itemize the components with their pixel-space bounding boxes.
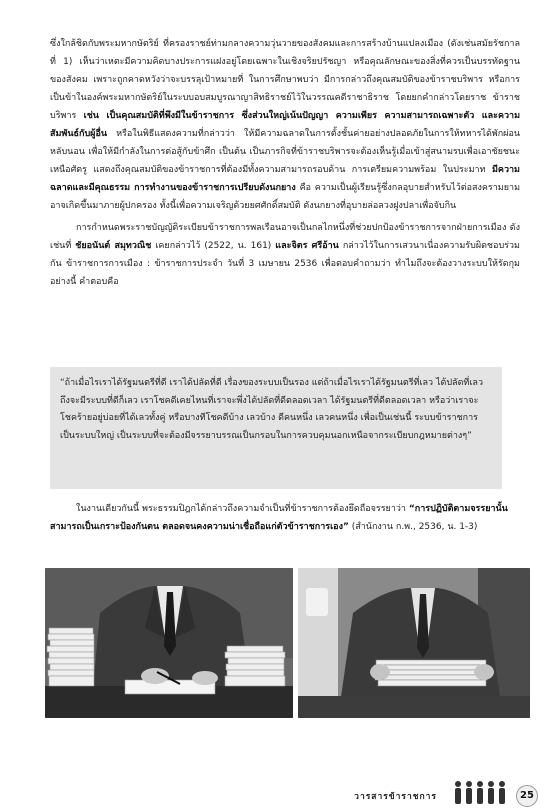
paragraph-2-text-b: เคยกล่าวไว้ (2522, น. 161) xyxy=(151,241,276,251)
paragraph-1-text-a: ซึ่งใกล้ชิดกับพระมหากษัตริย์ ที่ครองราชย์ท่ามกลางความวุ่นวายของสังคมและการสร้างบ้านแปลงเมือง (ดังเช่นสมัยรัชกาลที่ 1) เห็นว่าเหตะมีความคิดบางประการแฝงอยู่โดยเฉพาะในเชิงจริยปรัชญา หรือคุณลักษณะของสิ่งที่ควรเป็นบรรทัดฐานของสังคม เพราะถูกคาดหวังว่าจะบรรลุเป้าหมายที่ ในการศึกษาพบว่า มีการกล่าวถึงคุณสมบัติของข้าราชบริพาร หรือการเป็นข้าในองค์พระมหากษัตริย์ในระบบอบสมบูรณาญาสิทธิราชย์ไว้ในวรรณคดีราชาธิราช โดยยกคำกล่าวโดยราช ข้าราชบริพาร xyxy=(50,39,520,121)
page-number: 25 xyxy=(516,785,538,807)
paragraph-1-bold-a: เช่น เป็นคุณสมบัติที่พึงมีในข้าราชการ ซึ่งส่วนใหญ่เน้นปัญญา ความเพียร ความสามารถเฉพาะตัว และความสัมพันธ์กับผู้อื่น xyxy=(50,111,521,139)
paragraph-3 xyxy=(50,500,520,536)
paragraph-2-bold-b: และจิตร ศรีอ้าน xyxy=(275,241,339,251)
page-footer xyxy=(0,770,560,812)
article-body xyxy=(50,35,520,291)
paragraph-2-text-a: การกำหนดพระราชบัญญัติระเบียบข้าราชการพลเรือนอาจเป็นกลไกหนึ่งที่ช่วยปกป้องข้าราชการจากฝ่ายการเมือง ดังเช่นที่ xyxy=(50,223,520,251)
paragraph-2 xyxy=(50,219,520,291)
photo-man-signing-papers xyxy=(45,568,293,718)
paragraph-1-text-b: หรือในพิธีแสดงความที่กล่าวว่า ให้มีความฉลาดในการตั้งชั้นค่ายอย่างปลอดภัยในการให้ทหารได้พักผ่อนหลับนอน เพื่อให้มีกำลังในการต่อสู้กับข้าศึก เป็นต้น เป็นภารกิจที่ข้าราชบริพารจะต้องเห็นรู้เมื่อเข้าสู่สนามรบเพื่อเอาชัยชนะเหนือศัตรู แสดงถึงคุณสมบัติของข้าราชการที่ต้องมีทั้งความสามารถรอบด้าน การเตรียมความพร้อม ในประมาท xyxy=(50,129,520,175)
photo-left-illustration xyxy=(45,568,293,718)
photo-right-illustration xyxy=(298,568,530,718)
paragraph-3-text-b: (สำนักงาน ก.พ., 2536, น. 1-3) xyxy=(348,522,478,532)
paragraph-1-bold-b: มีความฉลาดและมีคุณธรรม การทำงานของข้าราชการเปรียบดังนกยาง xyxy=(50,165,520,193)
journal-title: วารสารข้าราชการ xyxy=(354,792,437,802)
photo-man-holding-papers xyxy=(298,568,530,718)
paragraph-1 xyxy=(50,35,520,215)
paragraph-3-bold-a: “การปฏิบัติตามจรรยานั้น สามารถเป็นเกราะป้องกันตน ตลอดจนคงความน่าเชื่อถือแก่ตัวข้าราชการเอง” xyxy=(50,504,508,532)
paragraph-2-bold-a: ชัยอนันต์ สมุทวณิช xyxy=(75,241,152,251)
paragraph-2-text-c: กล่าวไว้ในการเสวนาเนื่องความรับผิดชอบร่วมกัน ข้าราชการการเมือง : ข้าราชการประจำ วันที่ 3 เมษายน 2536 เพื่อตอบคำถามว่า ทำไมถึงจะต้องวางระบบให้รัดกุมอย่างนี้ คำตอบคือ xyxy=(50,241,520,287)
paragraph-1-text-c: คือ ความเป็นผู้เรียนรู้ซึ่งกลอุบายสำหรับไว้ต่อสงครามยามอาจเกิดขึ้นมาภายผู้ปกครอง ทั้งนี้เพื่อความเจริญด้วยยศศักดิ์สมบัติ ดังนกยางที่อุบายล่อลวงฝูงปลาเพื่อจับกิน xyxy=(50,183,521,211)
quote-box xyxy=(50,367,502,489)
people-silhouettes-icon xyxy=(452,780,522,806)
quote-text: “ถ้าเมื่อไรเราได้รัฐมนตรีที่ดี เราได้ปลัดที่ดี เรื่องของระบบเป็นรอง แต่ถ้าเมื่อไรเราได้รัฐมนตรีที่เลว ได้ปลัดที่เลว ถึงจะมีระบบที่ดีก็เลว เราโชคดีเคยไหนที่เราจะพึ่งได้ปลัดที่ดีตลอดเวลา ได้รัฐมนตรีที่ดีตลอดเวลา หรือว่าเราจะโชคร้ายอยู่บ่อยที่ได้เลวทั้งคู่ หรือบางทีโชคดีบ้าง เลวบ้าง ดีคนหนึ่ง เลวคนหนึ่ง เพื่อเป็นเช่นนี้ ระบบข้าราชการเป็นระบบใหญ่ เป็นระบบที่จะต้องมีจรรยาบรรณเป็นกรอบในการควบคุมนอกเหนือจากระเบียบกฎหมายต่างๆ” xyxy=(60,378,483,441)
paragraph-3-text-a: ในงานเดียวกันนี้ พระธรรมปิฎกได้กล่าวถึงความจำเป็นที่ข้าราชการต้องยึดถือจรรยาว่า xyxy=(76,504,409,514)
